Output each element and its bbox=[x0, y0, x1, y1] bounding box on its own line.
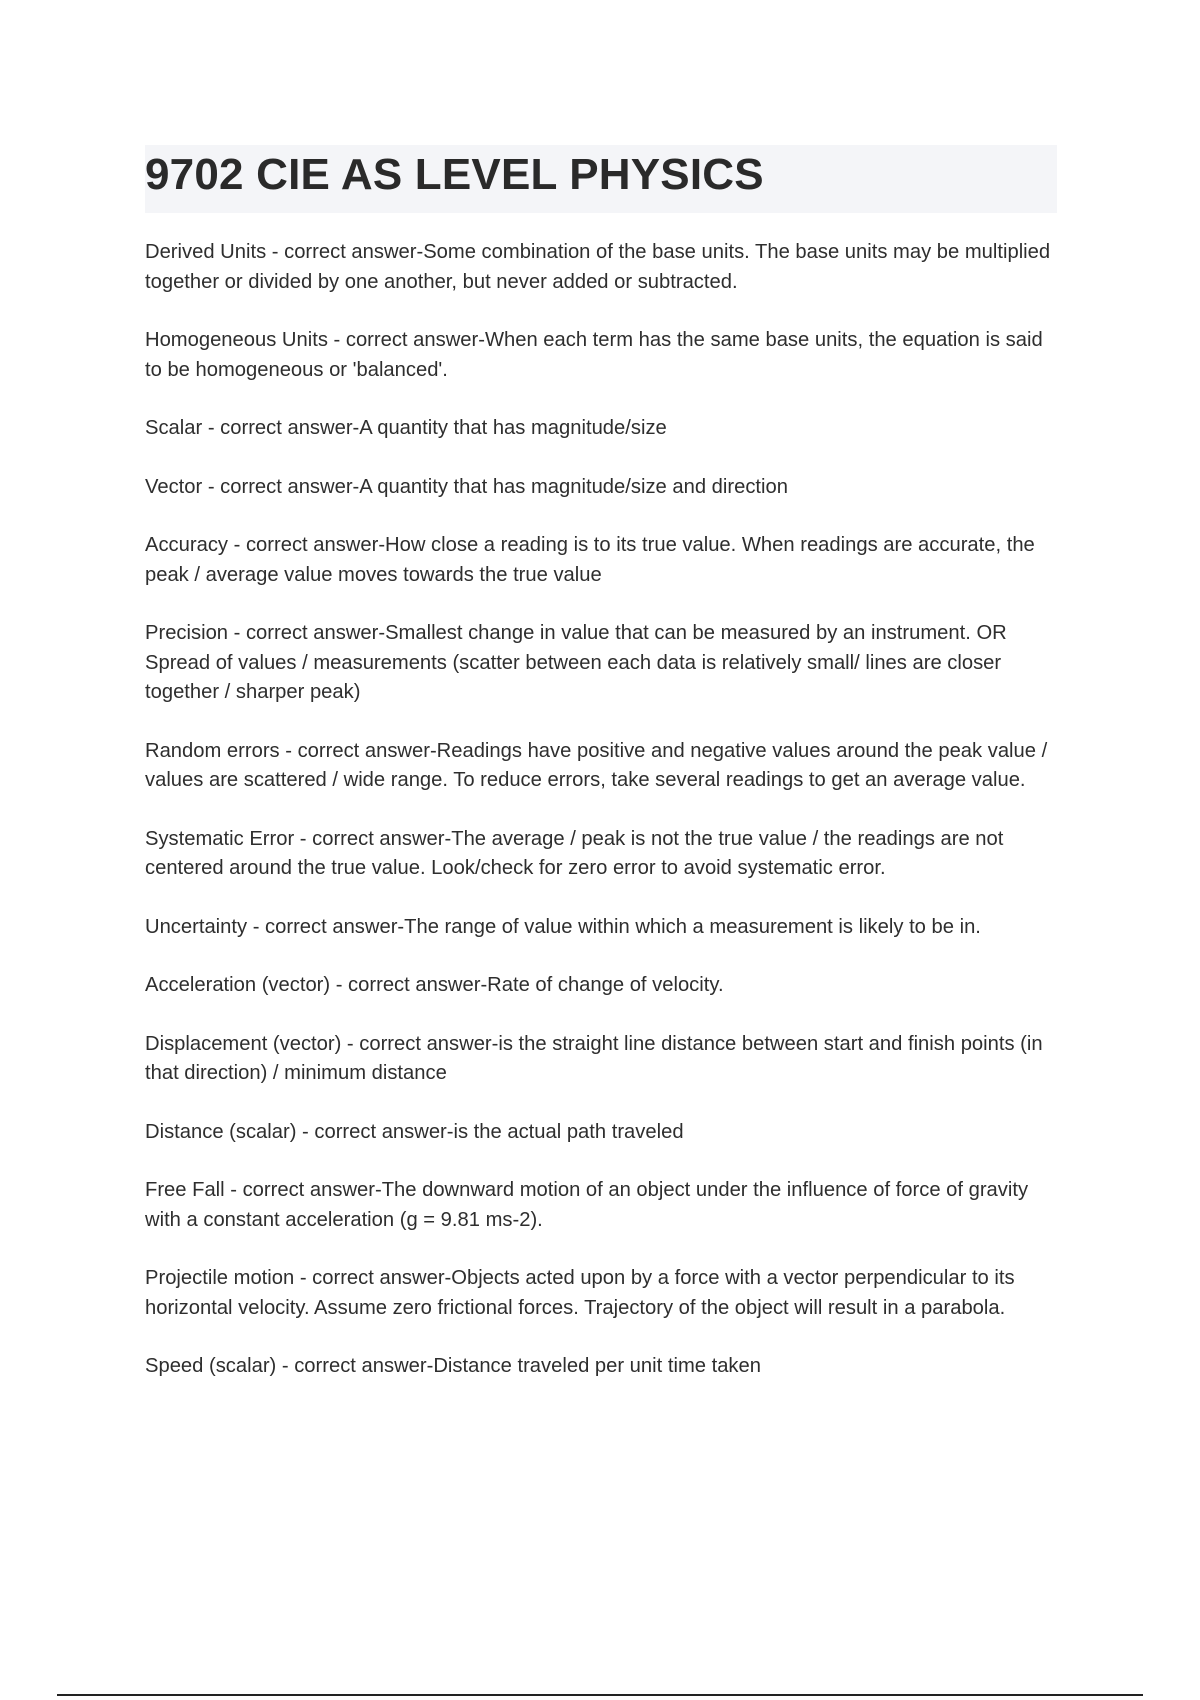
flashcard-entry: Precision - correct answer-Smallest change in value that can be measured by an instrument. OR Spread of values / measurements (scatter between each data is relatively small/ lines are closer together / sharper peak) bbox=[145, 622, 1007, 703]
flashcard-entry: Acceleration (vector) - correct answer-Rate of change of velocity. bbox=[145, 974, 724, 996]
footer-divider bbox=[57, 1694, 1143, 1696]
flashcard-entry: Speed (scalar) - correct answer-Distance traveled per unit time taken bbox=[145, 1355, 761, 1377]
page-title: 9702 CIE AS LEVEL PHYSICS bbox=[145, 150, 764, 199]
flashcard-entry: Distance (scalar) - correct answer-is the actual path traveled bbox=[145, 1120, 684, 1143]
flashcard-entry: Accuracy - correct answer-How close a reading is to its true value. When readings are accurate, the peak / average value moves towards the true value bbox=[145, 534, 1035, 586]
flashcard-entry: Uncertainty - correct answer-The range of value within which a measurement is likely to be in. bbox=[145, 915, 981, 938]
flashcard-entry: Projectile motion - correct answer-Objects acted upon by a force with a vector perpendicular to its horizontal velocity. Assume zero frictional forces. Trajectory of the object will result in a parabola. bbox=[145, 1267, 1015, 1319]
flashcard-entry: Random errors - correct answer-Readings have positive and negative values around the peak value / values are scattered / wide range. To reduce errors, take several readings to get an average value. bbox=[145, 739, 1048, 791]
flashcard-entry: Vector - correct answer-A quantity that has magnitude/size and direction bbox=[145, 475, 788, 498]
flashcard-entry: Displacement (vector) - correct answer-is the straight line distance between start and finish points (in that direction) / minimum distance bbox=[145, 1032, 1043, 1084]
flashcard-entry: Scalar - correct answer-A quantity that has magnitude/size bbox=[145, 417, 667, 439]
flashcard-entry: Free Fall - correct answer-The downward motion of an object under the influence of force of gravity with a constant acceleration (g = 9.81 ms-2). bbox=[145, 1179, 1029, 1231]
flashcard-entry: Derived Units - correct answer-Some combination of the base units. The base units may be multiplied together or divided by one another, but never added or subtracted. bbox=[145, 241, 1051, 293]
flashcard-entry: Homogeneous Units - correct answer-When each term has the same base units, the equation is said to be homogeneous or 'balanced'. bbox=[145, 329, 1043, 381]
flashcard-entry: Systematic Error - correct answer-The average / peak is not the true value / the readings are not centered around the true value. Look/check for zero error to avoid systematic error. bbox=[145, 827, 1004, 879]
flashcard-list bbox=[145, 238, 1060, 1411]
